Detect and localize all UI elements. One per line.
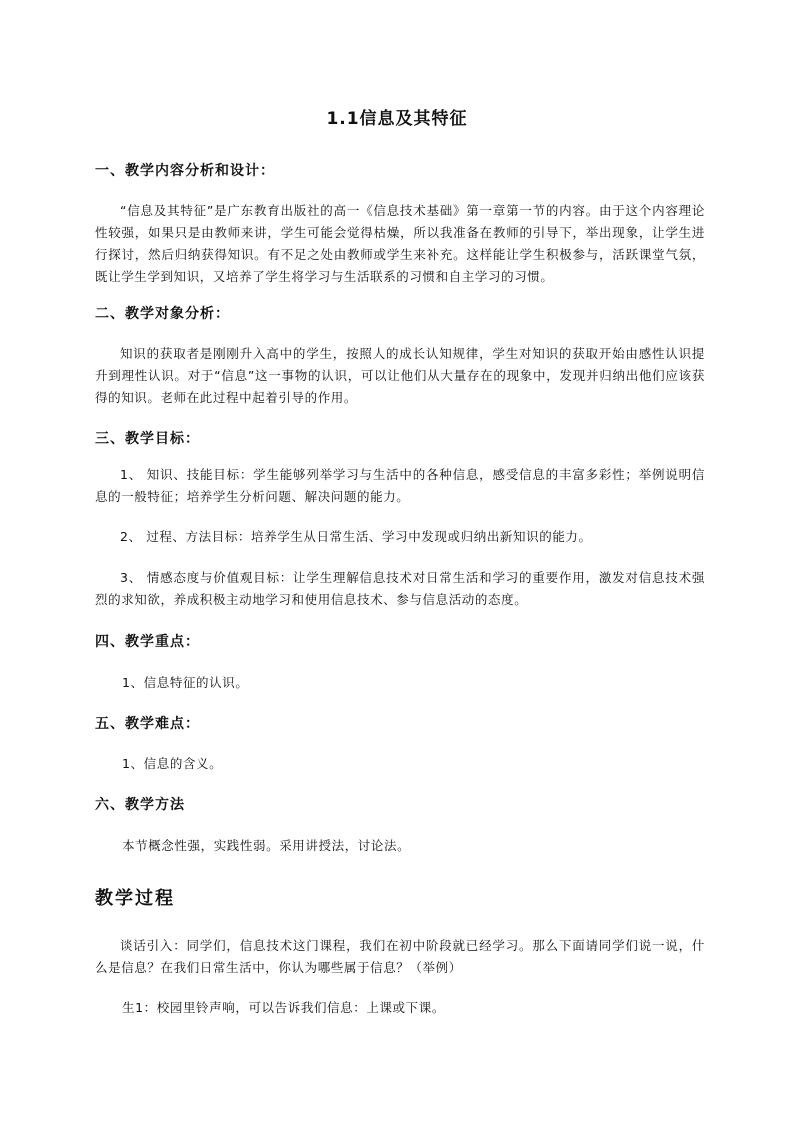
section-heading-teaching-goals: 三、教学目标： [95,431,200,447]
section-heading-content-analysis: 一、教学内容分析和设计： [95,163,275,179]
student-response-1: 生1：校园里铃声响，可以告诉我们信息：上课或下课。 [122,1000,445,1015]
process-intro-paragraph: 谈话引入：同学们，信息技术这门课程，我们在初中阶段就已经学习。那么下面请同学们说一说，什么是信息？在我们日常生活中，你认为哪些属于信息？（举例） [95,938,705,975]
key-point-item: 1、信息特征的认识。 [122,675,249,690]
section-heading-audience-analysis: 二、教学对象分析： [95,306,230,322]
goal-item-process-methods: 2、 过程、方法目标：培养学生从日常生活、学习中发现或归纳出新知识的能力。 [120,529,592,544]
goal-item-knowledge-skills: 1、 知识、技能目标：学生能够列举学习与生活中的各种信息，感受信息的丰富多彩性；举例说明信息的一般特征；培养学生分析问题、解决问题的能力。 [95,467,705,504]
section-heading-key-points: 四、教学重点： [95,634,200,650]
difficulty-item: 1、信息的含义。 [122,756,223,771]
paragraph-content-analysis: “信息及其特征”是广东教育出版社的高一《信息技术基础》第一章第一节的内容。由于这个内容理论性较强，如果只是由教师来讲，学生可能会觉得枯燥，所以我准备在教师的引导下，举出现象，让学生进行探讨，然后归纳获得知识。有不足之处由教师或学生来补充。这样能让学生积极参与，活跃课堂气氛，既让学生学到知识，又培养了学生将学习与生活联系的习惯和自主学习的习惯。 [95,203,705,284]
section-heading-difficulties: 五、教学难点： [95,716,200,732]
paragraph-audience-analysis: 知识的获取者是刚刚升入高中的学生，按照人的成长认知规律，学生对知识的获取开始由感性认识提升到理性认识。对于“信息”这一事物的认识，可以让他们从大量存在的现象中，发现并归纳出他们应该获得的知识。老师在此过程中起着引导的作用。 [95,346,705,405]
document-title: 1.1信息及其特征 [326,109,468,129]
teaching-methods-text: 本节概念性强，实践性弱。采用讲授法，讨论法。 [122,838,411,853]
teaching-process-heading: 教学过程 [95,888,175,909]
goal-item-attitude-values: 3、 情感态度与价值观目标：让学生理解信息技术对日常生活和学习的重要作用，激发对信息技术强烈的求知欲，养成积极主动地学习和使用信息技术、参与信息活动的态度。 [95,570,705,607]
section-heading-teaching-methods: 六、教学方法 [95,797,185,813]
